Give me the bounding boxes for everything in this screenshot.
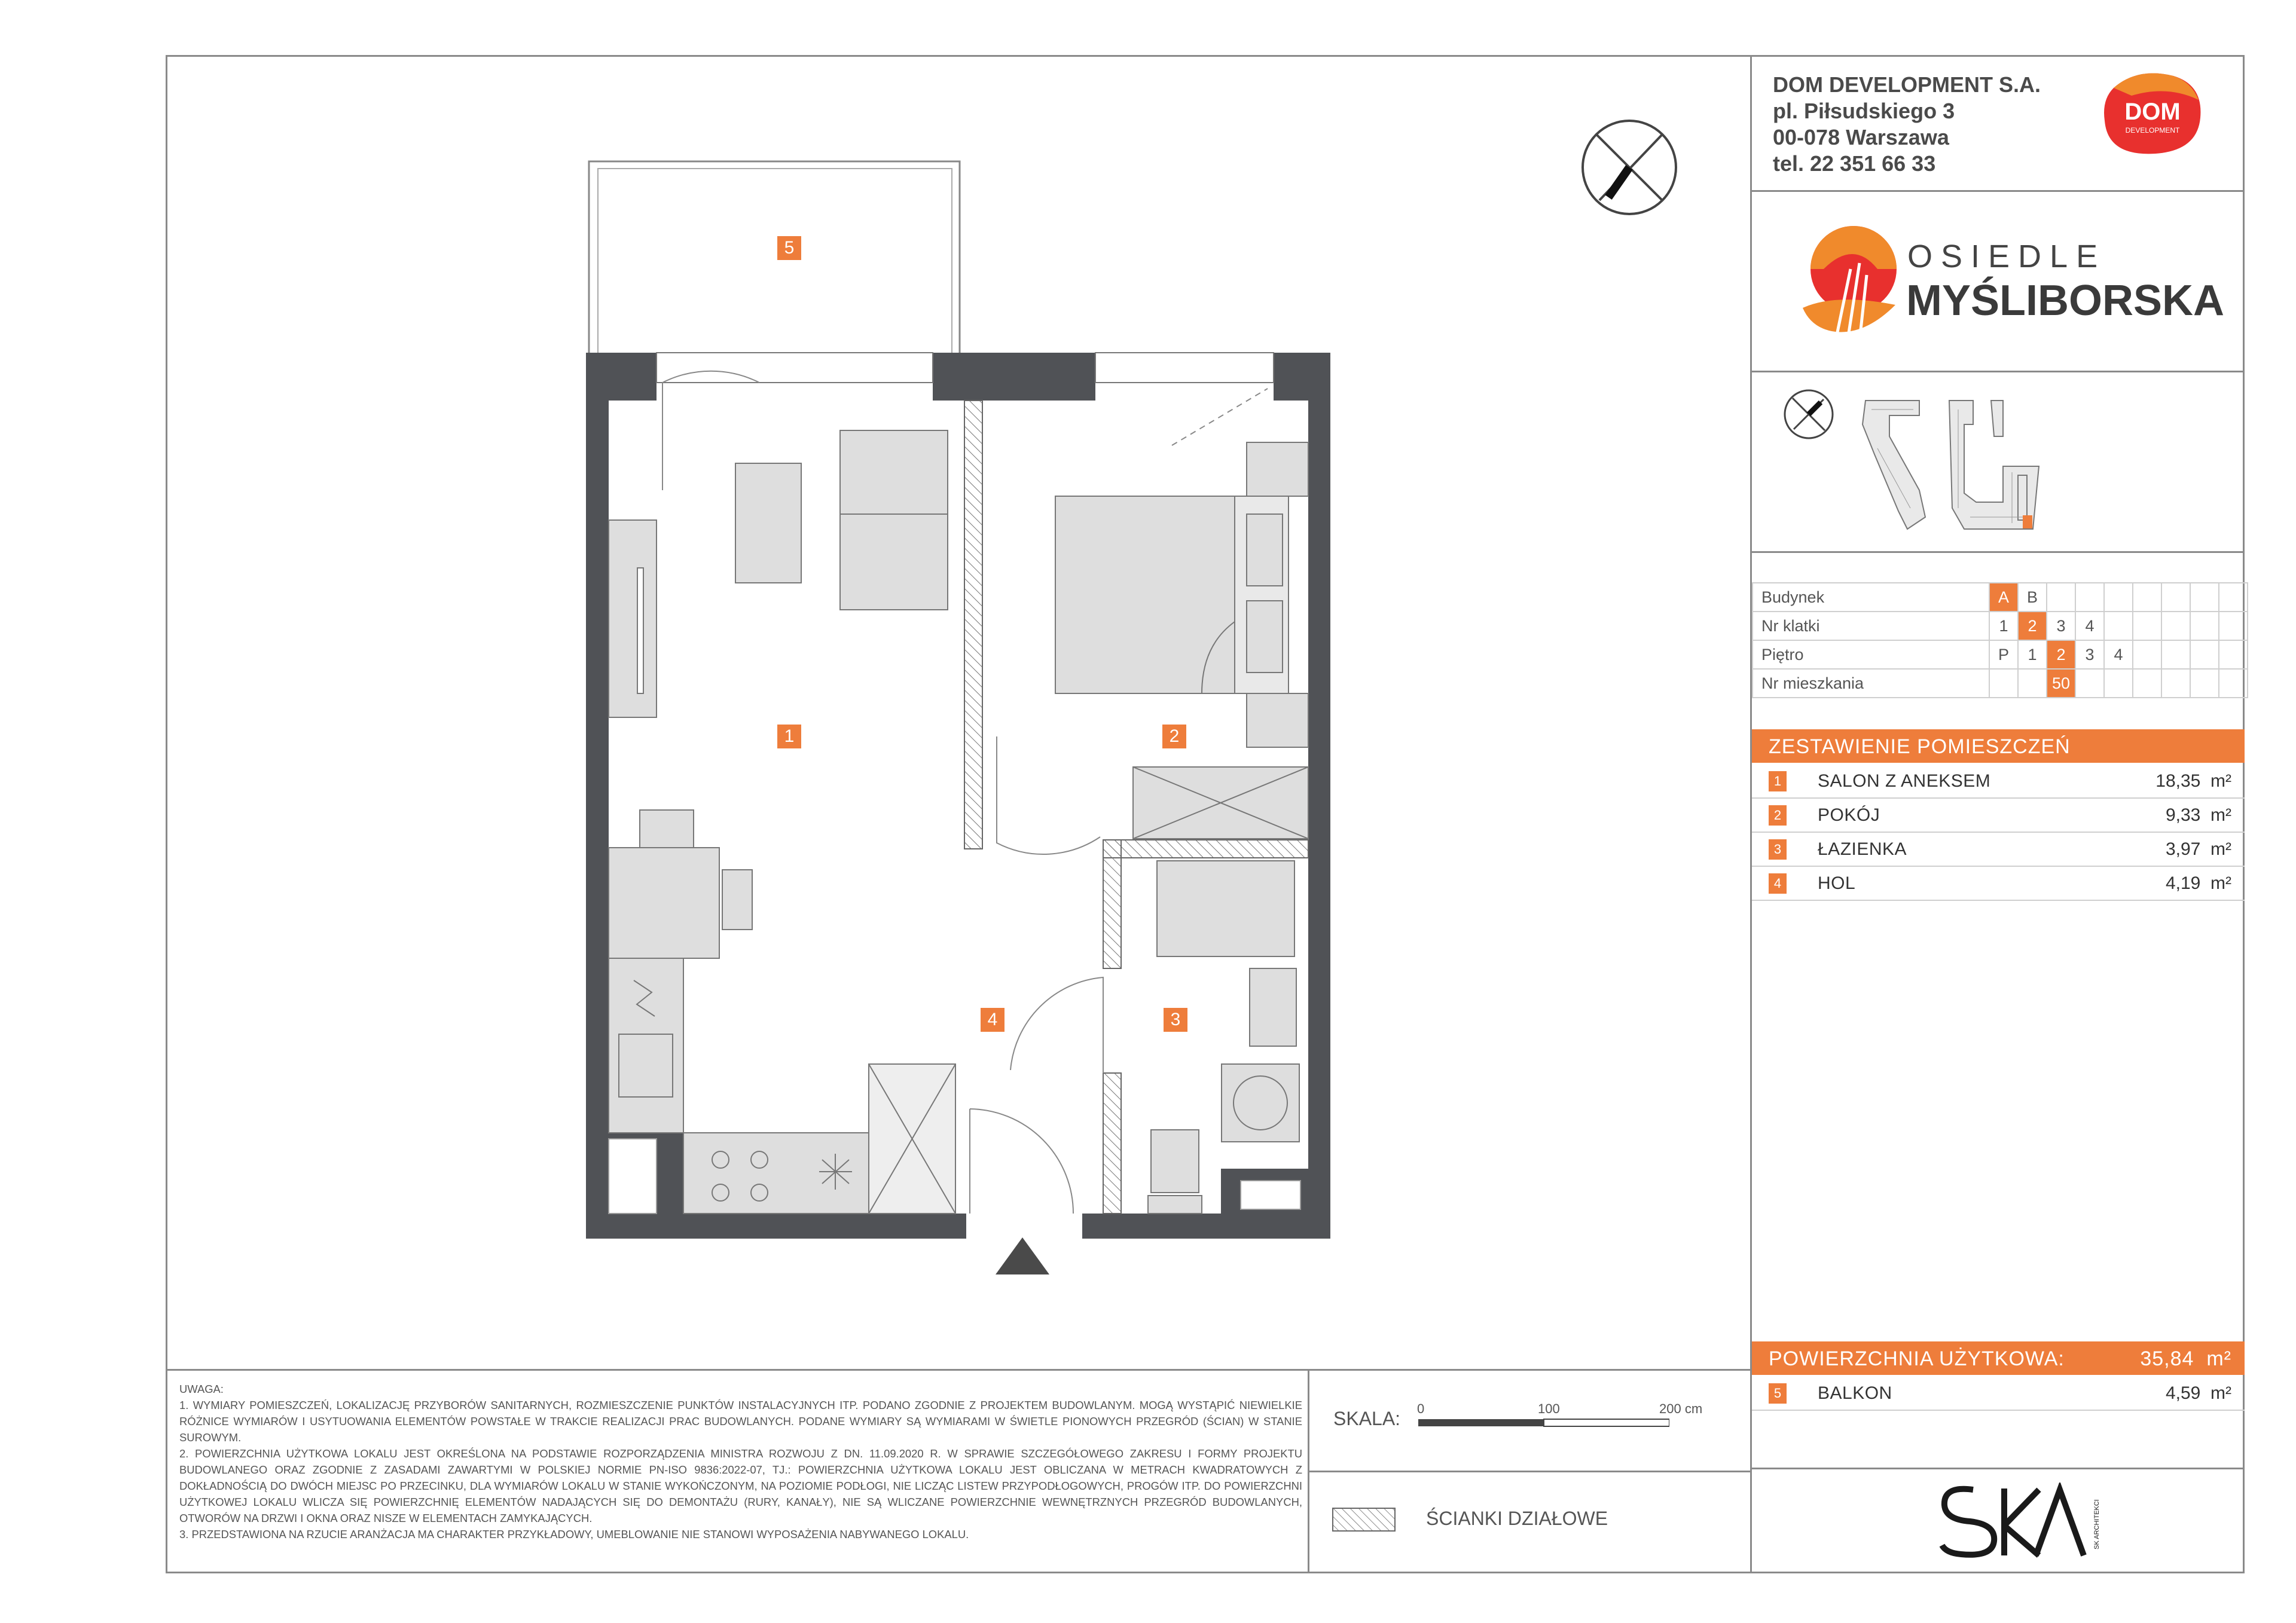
info-row: [1752, 612, 2248, 640]
room-row: [1752, 798, 2245, 833]
info-cell: [2075, 669, 2104, 698]
project-logo-icon: [1800, 221, 1898, 347]
notes-title: UWAGA:: [179, 1383, 224, 1395]
scale-label: SKALA:: [1333, 1408, 1401, 1429]
partition-wall-label: ŚCIANKI DZIAŁOWE: [1426, 1508, 1608, 1529]
info-cell: 4: [2075, 612, 2104, 640]
scale-tick-100: 100: [1538, 1401, 1560, 1416]
scale-tick-200: 200 cm: [1659, 1401, 1703, 1416]
info-cell: [2161, 640, 2190, 669]
plan-label-4: 4: [981, 1008, 1004, 1032]
info-row-label: Nr mieszkania: [1752, 669, 1989, 698]
balcony-name: BALKON: [1818, 1383, 1892, 1403]
notes-item-3: 3. PRZEDSTAWIONA NA RZUCIE ARANŻACJA MA CHARAKTER PRZYKŁADOWY, UMEBLOWANIE NIE STANOWI WYPOSAŻENIA NABYWANEGO LOKALU.: [179, 1528, 969, 1541]
info-cell: [2047, 583, 2075, 612]
info-cell: 3: [2075, 640, 2104, 669]
info-cell: 1: [1989, 612, 2018, 640]
info-cell: 3: [2047, 612, 2075, 640]
notes-item-1: 1. WYMIARY POMIESZCZEŃ, LOKALIZACJĘ PRZYBORÓW SANITARNYCH, ROZMIESZCZENIE PUNKTÓW INSTALACYJNYCH ITP. PODANO ZGODNIE Z PROJEKTEM BUDOWLANYM. MOGĄ WYSTĄPIĆ NIEWIELKIE RÓŻNICE WYMIARÓW I USYTUOWANIA ELEMENTÓW POWSTAŁE W TRAKCIE REALIZACJI PRAC BUDOWLANYCH. PODANE WYMIARY SĄ WYMIARAMI W ŚWIETLE PIONOWYCH PRZEGRÓD (ŚCIAN) W STANIE SUROWYM.: [179, 1399, 1302, 1444]
svg-text:DEVELOPMENT: DEVELOPMENT: [2125, 126, 2180, 135]
company-street: pl. Piłsudskiego 3: [1773, 99, 1955, 123]
unit-info-table: [1752, 582, 2248, 698]
info-row: [1752, 669, 2248, 698]
legend-divider: [1308, 1471, 1750, 1472]
room-area: 18,35 m²: [2155, 771, 2231, 791]
rooms-header-label: ZESTAWIENIE POMIESZCZEŃ: [1769, 735, 2071, 758]
plan-label-3: 3: [1164, 1008, 1187, 1032]
room-name: ŁAZIENKA: [1818, 839, 1907, 859]
info-cell: [2133, 669, 2161, 698]
info-cell: 4: [2104, 640, 2133, 669]
company-divider: [1750, 190, 2245, 192]
info-cell: [2219, 583, 2248, 612]
company-phone: tel. 22 351 66 33: [1773, 151, 1936, 176]
info-row: [1752, 583, 2248, 612]
info-cell: [2190, 669, 2219, 698]
info-row-label: Piętro: [1752, 640, 1989, 669]
room-num: 4: [1769, 873, 1787, 894]
info-cell: [2219, 612, 2248, 640]
project-name-line2: MYŚLIBORSKA: [1906, 277, 2225, 325]
architect-logo: [1937, 1483, 2105, 1560]
scale-tick-0: 0: [1417, 1401, 1425, 1416]
info-cell: [2161, 669, 2190, 698]
info-cell: [2190, 612, 2219, 640]
room-row: [1752, 866, 2245, 901]
room-num: 3: [1769, 839, 1787, 860]
info-cell: [2104, 669, 2133, 698]
info-cell: [2104, 583, 2133, 612]
room-area: 3,97 m²: [2165, 839, 2231, 859]
room-num: 2: [1769, 805, 1787, 826]
info-cell: [2133, 640, 2161, 669]
entrance-arrow-icon: [996, 1237, 1049, 1274]
selected-unit-marker: [2023, 515, 2032, 528]
usable-area-value: 35,84 m²: [2140, 1347, 2231, 1370]
north-compass-icon: [1578, 117, 1680, 218]
usable-area-label: POWIERZCHNIA UŻYTKOWA:: [1769, 1347, 2065, 1370]
bottom-panel-divider: [166, 1369, 1750, 1371]
company-name: DOM DEVELOPMENT S.A.: [1773, 72, 2041, 97]
company-address: [1773, 72, 2041, 177]
minimap-divider: [1750, 551, 2245, 553]
room-name: SALON Z ANEKSEM: [1818, 771, 1991, 791]
info-cell: P: [1989, 640, 2018, 669]
info-cell: 2: [2047, 640, 2075, 669]
building-site-minimap: [1854, 389, 2141, 544]
info-cell: [1989, 669, 2018, 698]
info-cell: [2161, 583, 2190, 612]
usable-area-bar: [1752, 1341, 2245, 1375]
room-row: [1752, 832, 2245, 867]
dom-development-logo: [2096, 67, 2209, 157]
balcony-row: [1752, 1376, 2245, 1411]
info-cell: [2219, 669, 2248, 698]
info-cell: 1: [2018, 640, 2047, 669]
room-area: 4,19 m²: [2165, 873, 2231, 893]
info-cell: [2133, 583, 2161, 612]
svg-text:SK ARCHITEKCI: SK ARCHITEKCI: [2093, 1499, 2100, 1549]
company-city: 00-078 Warszawa: [1773, 125, 1949, 149]
summary-divider: [1750, 1468, 2245, 1469]
info-cell: [2133, 612, 2161, 640]
info-cell: [2104, 612, 2133, 640]
balcony-num: 5: [1769, 1383, 1787, 1404]
room-name: POKÓJ: [1818, 805, 1880, 825]
room-num: 1: [1769, 771, 1787, 791]
room-name: HOL: [1818, 873, 1856, 893]
info-row-label: Budynek: [1752, 583, 1989, 612]
balcony-area: 4,59 m²: [2165, 1383, 2231, 1403]
notes-block: [179, 1381, 1302, 1542]
rooms-header: [1752, 729, 2245, 763]
room-area: 9,33 m²: [2165, 805, 2231, 825]
info-cell: [2161, 612, 2190, 640]
info-cell: [2190, 640, 2219, 669]
info-cell: [2190, 583, 2219, 612]
project-divider: [1750, 371, 2245, 372]
info-cell: 2: [2018, 612, 2047, 640]
info-cell: B: [2018, 583, 2047, 612]
info-row-label: Nr klatki: [1752, 612, 1989, 640]
project-name-line1: OSIEDLE: [1907, 239, 2106, 274]
notes-item-2: 2. POWIERZCHNIA UŻYTKOWA LOKALU JEST OKREŚLONA NA PODSTAWIE ROZPORZĄDZENIA MINISTRA ROZWOJU Z DN. 11.09.2020 R. W SPRAWIE SZCZEGÓŁOWEGO ZAKRESU I FORMY PROJEKTU BUDOWLANEGO ORAZ ZGODNIE Z ZASADAMI ZAWARTYMI W POLSKIEJ NORMIE PN-ISO 9836:2022-07, TJ.: POWIERZCHNIA UŻYTKOWA LOKALU JEST OBLICZANA W METRACH KWADRATOWYCH Z DOKŁADNOŚCIĄ DO DWÓCH MIEJSC PO PRZECINKU, DLA WYMIARÓW LOKALU W STANIE WYKOŃCZONYM, NA POZIOMIE PODŁOGI, NIE LICZĄC LISTEW PRZYPODŁOGOWYCH, PROGÓW ITP. DO POWIERZCHNI UŻYTKOWEJ LOKALU WLICZA SIĘ POWIERZCHNIĘ ELEMENTÓW NADAJĄCYCH SIĘ DO DEMONTAŻU (RURY, KANAŁY), NIE SĄ WLICZANE POWIERZCHNIE WEWNĘTRZNYCH PRZEGRÓD BUDOWLANYCH, OTWORÓW NA DRZWI I OKNA ORAZ NISZE W ELEMENTACH ZAMYKAJĄCYCH.: [179, 1447, 1302, 1524]
plan-label-1: 1: [777, 725, 801, 748]
info-cell: A: [1989, 583, 2018, 612]
plan-label-5: 5: [777, 236, 801, 260]
info-cell: [2018, 669, 2047, 698]
room-row: [1752, 764, 2245, 799]
info-cell: [2219, 640, 2248, 669]
plan-label-2: 2: [1162, 725, 1186, 748]
partition-wall-swatch: [1332, 1508, 1396, 1532]
minimap-compass-icon: [1782, 387, 1836, 441]
info-cell: [2075, 583, 2104, 612]
info-row: [1752, 640, 2248, 669]
info-cell: 50: [2047, 669, 2075, 698]
svg-text:DOM: DOM: [2124, 99, 2181, 125]
